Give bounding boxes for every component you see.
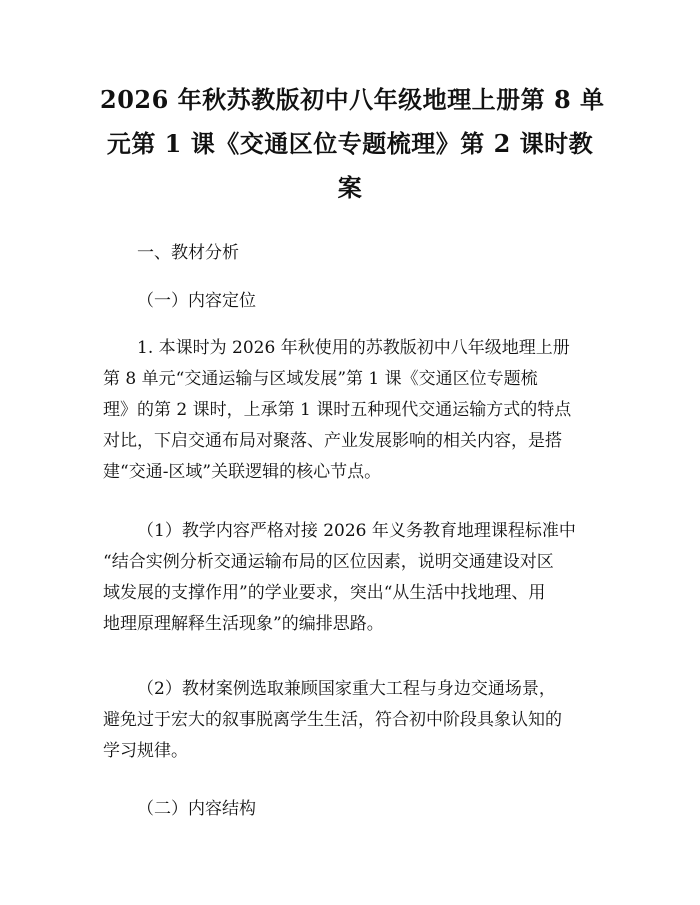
paragraph-line: “结合实例分析交通运输布局的区位因素，说明交通建设对区: [103, 552, 554, 572]
paragraph-line: 避免过于宏大的叙事脱离学生生活，符合初中阶段具象认知的: [103, 710, 562, 730]
paragraph-line: 地理原理解释生活现象”的编排思路。: [103, 614, 384, 634]
document-title: [100, 78, 605, 210]
title-line: 2026 年秋苏教版初中八年级地理上册第 8 单: [100, 85, 605, 114]
paragraph-curriculum-standard: [103, 516, 603, 640]
title-line: 元第 1 课《交通区位专题梳理》第 2 课时教: [106, 129, 594, 158]
paragraph-line: 域发展的支撑作用”的学业要求，突出“从生活中找地理、用: [103, 583, 546, 603]
paragraph-line: （1）教学内容严格对接 2026 年义务教育地理课程标准中: [137, 521, 576, 541]
title-line: 案: [337, 173, 363, 202]
paragraph-lesson-position: [103, 333, 603, 488]
paragraph-line: 学习规律。: [103, 741, 188, 761]
subsection-heading-content-structure: （二）内容结构: [137, 799, 256, 819]
paragraph-line: 第 8 单元“交通运输与区域发展”第 1 课《交通区位专题梳: [103, 369, 538, 389]
paragraph-line: （2）教材案例选取兼顾国家重大工程与身边交通场景，: [137, 679, 556, 699]
subsection-heading-content-positioning: （一）内容定位: [137, 291, 256, 311]
paragraph-line: 理》的第 2 课时，上承第 1 课时五种现代交通运输方式的特点: [103, 400, 572, 420]
section-heading-teaching-material-analysis: 一、教材分析: [137, 243, 239, 263]
paragraph-line: 1. 本课时为 2026 年秋使用的苏教版初中八年级地理上册: [137, 338, 570, 358]
paragraph-line: 建“交通-区域”关联逻辑的核心节点。: [103, 462, 382, 482]
paragraph-case-selection: [103, 674, 603, 767]
paragraph-line: 对比，下启交通布局对聚落、产业发展影响的相关内容，是搭: [103, 431, 562, 451]
